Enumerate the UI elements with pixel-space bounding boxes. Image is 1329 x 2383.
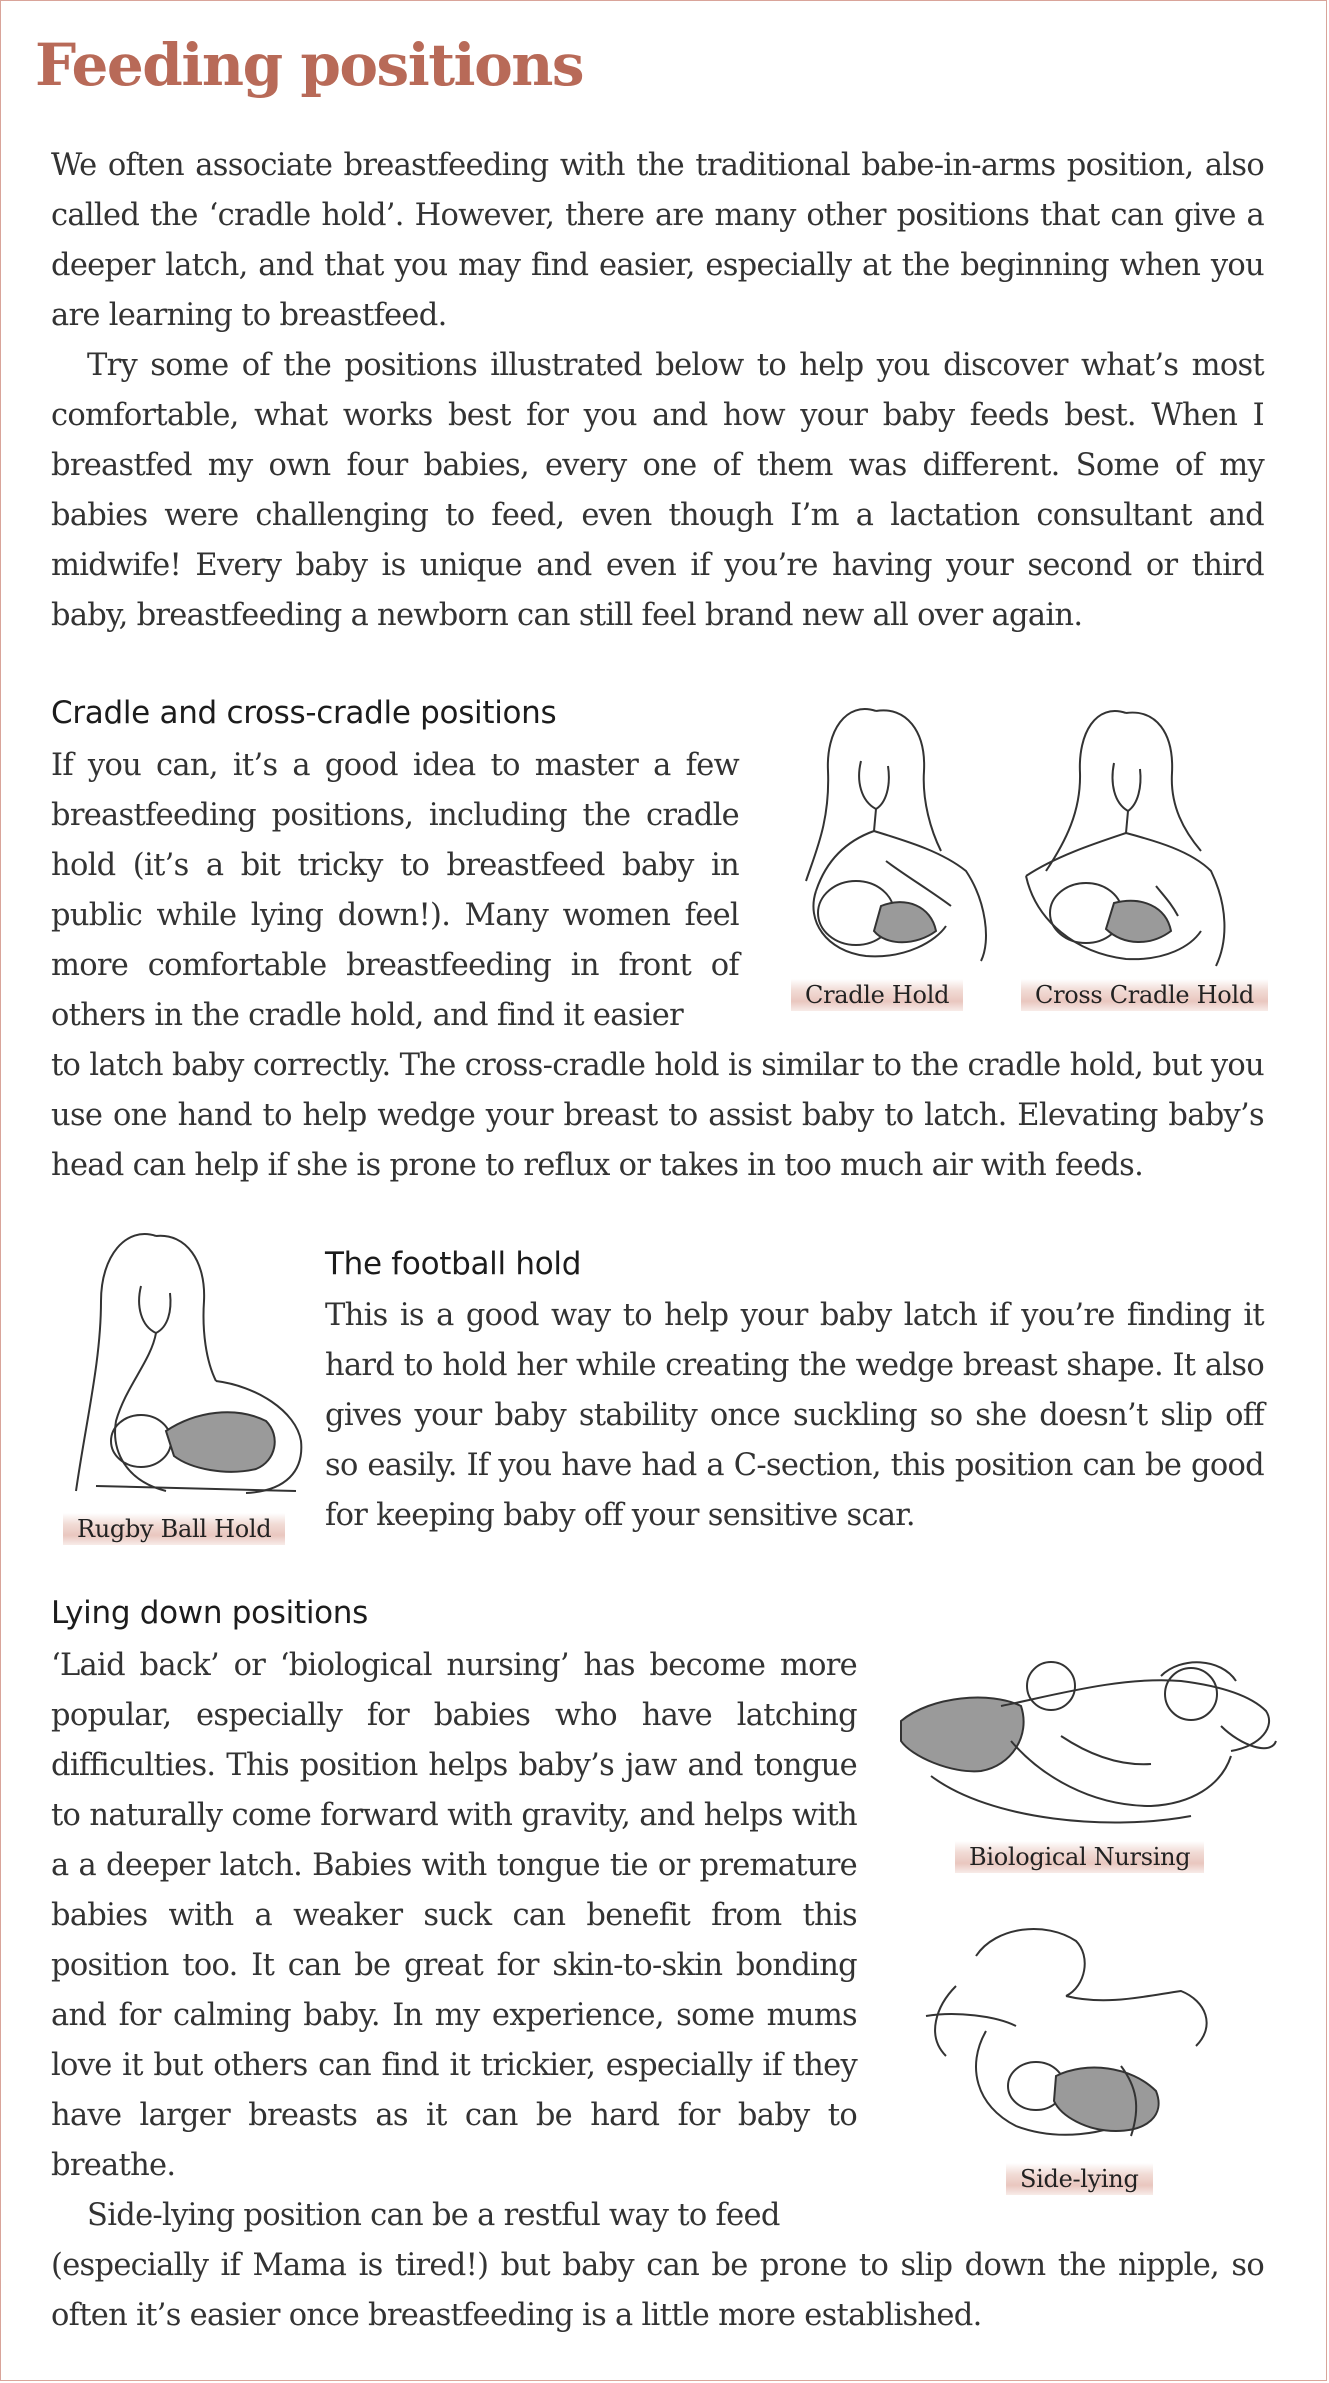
cross-cradle-hold-illustration: [1006, 691, 1246, 981]
caption-side-lying: Side-lying: [1006, 2163, 1153, 2195]
cradle-paragraph-narrow: If you can, it’s a good idea to master a few breastfeeding positions, including the cradle hold (it’s a bit tricky to breastfeed baby in public while lying down!). Many women feel more comfortable breastfeeding in front of others in the cradle hold, and find it easier: [51, 748, 739, 1033]
cradle-hold-illustration: [766, 691, 1006, 981]
caption-biological-nursing: Biological Nursing: [955, 1841, 1204, 1873]
cradle-paragraph-wide: to latch baby correctly. The cross-cradle hold is similar to the cradle hold, but you use one hand to help wedge your breast to assist baby to latch. Elevating baby’s head can help if she is prone to reflux or takes in too much air with feeds.: [51, 1048, 1264, 1183]
lying-paragraph-2-narrow: Side-lying position can be a restful way to feed: [87, 2198, 780, 2233]
side-lying-illustration: [916, 1916, 1236, 2166]
intro-paragraph-2: Try some of the positions illustrated below to help you discover what’s most comfortable, what works best for you and how your baby feeds best. When I breastfed my own four babies, every one of them was different. Some of my babies were challenging to feed, even though I’m a lactation consultant and midwife! Every baby is unique and even if you’re having your second or third baby, breastfeeding a newborn can still feel brand new all over again.: [51, 348, 1264, 633]
caption-cross-cradle-hold: Cross Cradle Hold: [1021, 979, 1268, 1011]
football-paragraph: This is a good way to help your baby latch if you’re finding it hard to hold her while creating the wedge breast shape. It also gives your baby stability once suckling so she doesn’t slip off so easily. If you have had a C-section, this position can be good for keeping baby off your sensitive scar.: [325, 1298, 1264, 1533]
rugby-ball-hold-illustration: [56, 1221, 316, 1511]
intro-paragraph-1: We often associate breastfeeding with the traditional babe-in-arms position, also called the ‘cradle hold’. However, there are many other positions that can give a deeper latch, and that you may find easier, especially at the beginning when you are learning to breastfeed.: [51, 148, 1264, 333]
page-title: Feeding positions: [35, 31, 584, 99]
caption-cradle-hold: Cradle Hold: [791, 979, 963, 1011]
section-heading-cradle: Cradle and cross-cradle positions: [51, 695, 557, 731]
section-heading-football: The football hold: [325, 1246, 582, 1282]
section-heading-lying: Lying down positions: [51, 1595, 369, 1631]
lying-paragraph-1: ‘Laid back’ or ‘biological nursing’ has become more popular, especially for babies who have latching difficulties. This position helps baby’s jaw and tongue to naturally come forward with gravity, and helps with a a deeper latch. Babies with tongue tie or premature babies with a weaker suck can benefit from this position too. It can be great for skin-to-skin bonding and for calming baby. In my experience, some mums love it but others can find it trickier, especially if they have larger breasts as it can be hard for baby to breathe.: [51, 1648, 857, 2183]
caption-rugby-ball-hold: Rugby Ball Hold: [63, 1513, 285, 1545]
lying-paragraph-2-wide: (especially if Mama is tired!) but baby can be prone to slip down the nipple, so often it’s easier once breastfeeding is a little more established.: [51, 2248, 1264, 2333]
biological-nursing-illustration: [891, 1646, 1281, 1836]
